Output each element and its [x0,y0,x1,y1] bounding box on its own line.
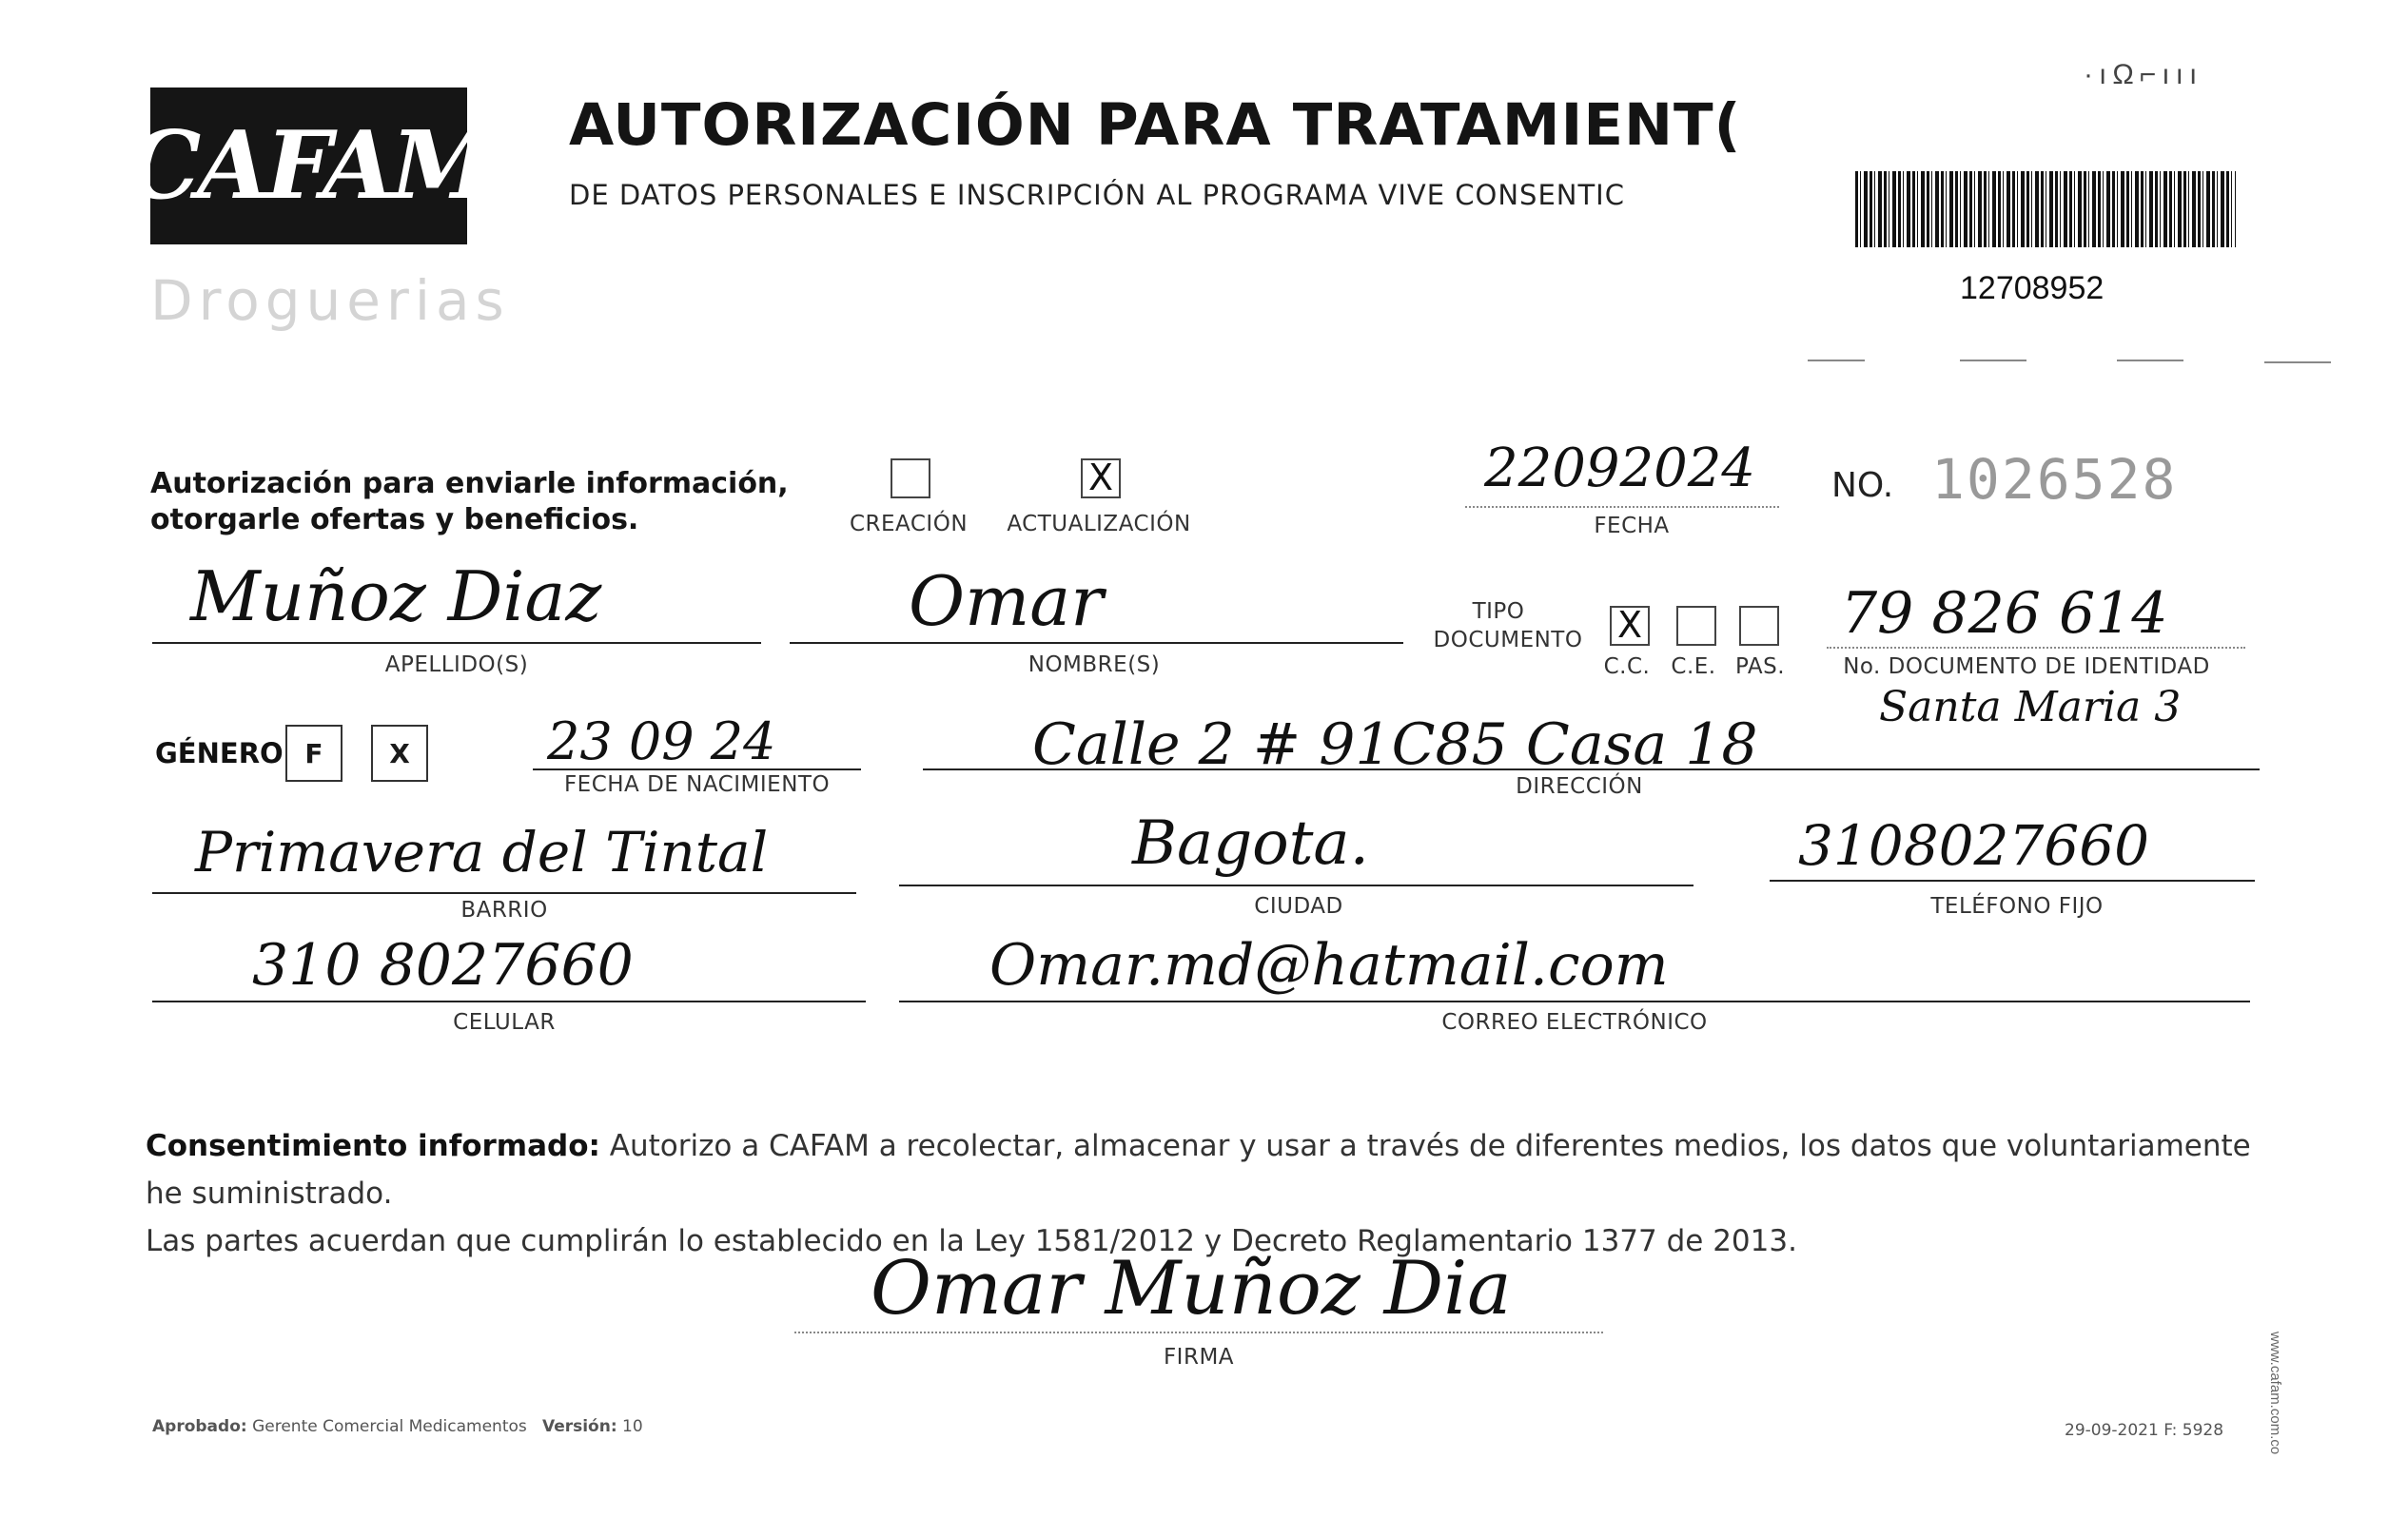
barcode-number: 12708952 [1960,270,2105,306]
documento-line [1827,647,2245,649]
ciudad-value[interactable]: Bagota. [1132,808,1369,879]
consent-text [146,1122,2267,1265]
correo-label: CORREO ELECTRÓNICO [1441,1010,1708,1035]
nombres-line [790,642,1403,644]
cafam-logo: CAFAM [150,88,467,244]
version-value: 10 [622,1417,643,1436]
ciudad-label: CIUDAD [1254,894,1343,919]
consent-line-2: Las partes acuerdan que cumplirán lo establecido en la Ley 1581/2012 y Decreto Reglamentario 1377 de 2013. [146,1224,1797,1258]
ce-checkbox[interactable] [1676,606,1716,646]
nombres-value[interactable]: Omar [909,561,1104,641]
pas-label: PAS. [1734,654,1786,679]
direccion-value[interactable]: Calle 2 # 91C85 Casa 18 [1032,711,1758,778]
ciudad-line [899,885,1693,886]
document-title: AUTORIZACIÓN PARA TRATAMIENT( [569,91,1742,159]
consent-body-1: Autorizo a CAFAM a recolectar, almacenar y usar a través de diferentes medios, los datos que voluntariamente he suministrado. [146,1129,2251,1211]
apellidos-label: APELLIDO(S) [384,652,529,677]
version-label: Versión: [541,1417,617,1436]
intro-line-1: Autorización para enviarle información, [150,467,789,500]
barrio-value[interactable]: Primavera del Tintal [195,820,769,885]
nacimiento-label: FECHA DE NACIMIENTO [563,772,831,797]
intro-text [150,466,789,538]
fecha-label: FECHA [1594,514,1670,538]
consent-lead: Consentimiento informado: [146,1129,600,1163]
telefono-value[interactable]: 3108027660 [1798,813,2150,878]
genero-label: GÉNERO [155,737,284,769]
celular-value[interactable]: 310 8027660 [252,932,634,999]
fecha-line [1465,506,1779,508]
dash-mark [2264,361,2331,363]
direccion-value-2[interactable]: Santa Maria 3 [1879,683,2182,731]
footer-date-code: 29-09-2021 F: 5928 [2065,1421,2224,1440]
dash-mark [1808,360,1865,361]
cc-label: C.C. [1603,654,1651,679]
genero-f-box[interactable]: F [285,725,343,782]
direccion-line [923,768,2260,770]
celular-label: CELULAR [453,1010,556,1035]
correo-line [899,1001,2250,1002]
barrio-line [152,892,856,894]
aprobado-value: Gerente Comercial Medicamentos [252,1417,527,1436]
footer-approval [152,1417,643,1436]
logo-subtitle: Droguerias [150,268,510,333]
correo-value[interactable]: Omar.md@hatmail.com [989,932,1669,999]
document-subtitle: DE DATOS PERSONALES E INSCRIPCIÓN AL PROGRAMA VIVE CONSENTIC [569,179,1625,211]
nacimiento-line [533,768,861,770]
side-text: www.cafam.com.co [2267,1332,2283,1455]
nacimiento-value[interactable]: 23 09 24 [547,711,776,771]
ce-label: C.E. [1671,654,1716,679]
fecha-value[interactable]: 22092024 [1484,438,1756,499]
cc-checkbox[interactable]: X [1610,606,1650,646]
dash-mark [2117,360,2183,361]
telefono-label: TELÉFONO FIJO [1930,894,2104,919]
pas-checkbox[interactable] [1739,606,1779,646]
documento-value[interactable]: 79 826 614 [1841,580,2168,647]
nombres-label: NOMBRE(S) [1028,652,1161,677]
apellidos-value[interactable]: Muñoz Diaz [190,556,602,636]
apellidos-line [152,642,761,644]
consent-line-1 [146,1122,2267,1217]
actualizacion-checkbox[interactable]: X [1081,458,1121,498]
barrio-label: BARRIO [460,898,548,923]
documento-label: DOCUMENTO [1433,628,1583,652]
firma-line [794,1332,1603,1333]
aprobado-label: Aprobado: [152,1417,247,1436]
actualizacion-label: ACTUALIZACIÓN [1007,512,1191,536]
direccion-label: DIRECCIÓN [1516,774,1643,799]
numero-value: 1026528 [1931,447,2178,512]
tipo-label: TIPO [1472,599,1525,624]
creacion-label: CREACIÓN [849,512,969,536]
celular-line [152,1001,866,1002]
genero-m-box[interactable]: X [371,725,428,782]
documento-number-label: No. DOCUMENTO DE IDENTIDAD [1843,654,2210,679]
numero-label: NO. [1831,466,1894,505]
creacion-checkbox[interactable] [891,458,930,498]
firma-value[interactable]: Omar Muñoz Dia [871,1246,1512,1332]
dash-mark [1960,360,2026,361]
barcode [1855,171,2236,247]
top-right-mark: ·ıΩ⌐ııı [2084,59,2203,90]
firma-label: FIRMA [1163,1345,1235,1370]
telefono-line [1770,880,2255,882]
intro-line-2: otorgarle ofertas y beneficios. [150,503,639,536]
